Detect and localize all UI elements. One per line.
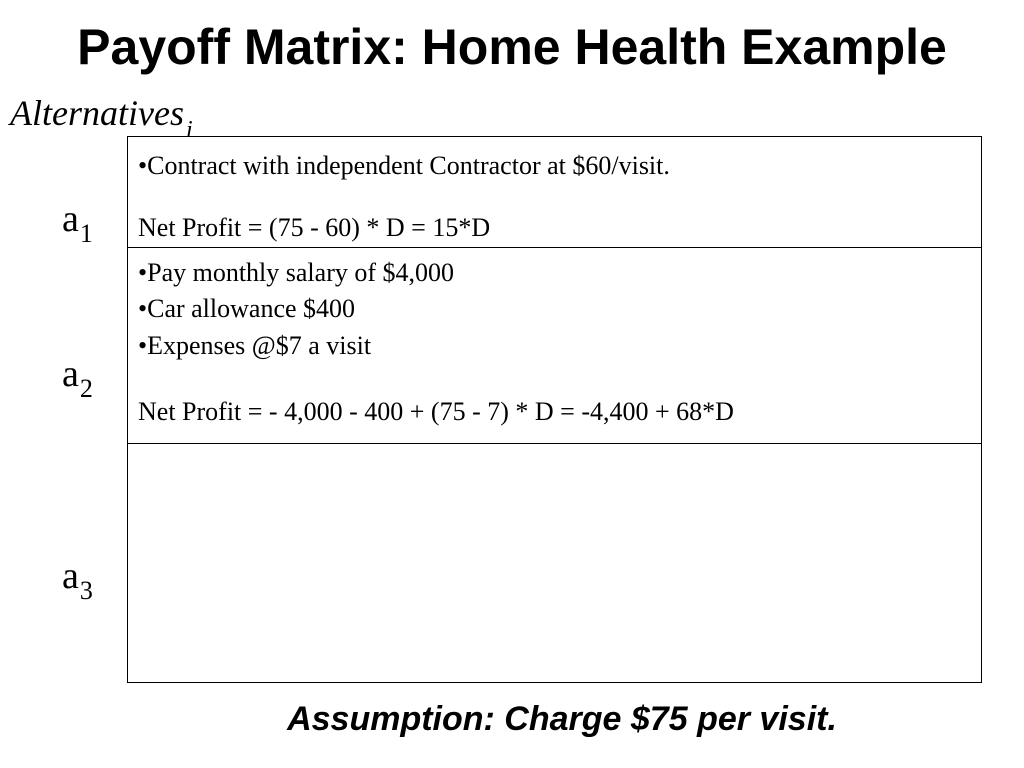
- row-label-letter: a: [62, 555, 79, 597]
- row-label-subscript: 2: [79, 374, 93, 403]
- alternatives-heading: [10, 93, 193, 143]
- alternatives-heading-subscript: i: [185, 117, 193, 143]
- bullet-item: •Expenses @$7 a visit: [138, 331, 372, 360]
- net-profit-formula: Net Profit = (75 - 60) * D = 15*D: [138, 213, 491, 242]
- row-label-letter: a: [62, 353, 79, 395]
- alternatives-heading-text: Alternatives: [10, 93, 184, 133]
- matrix-row-a1: [128, 137, 981, 248]
- slide-title: Payoff Matrix: Home Health Example: [77, 19, 947, 75]
- assumption-note: Assumption: Charge $75 per visit.: [287, 700, 837, 738]
- row-label-subscript: 3: [79, 576, 93, 605]
- row-label-a1: [62, 198, 93, 248]
- bullet-item: •Pay monthly salary of $4,000: [138, 258, 455, 287]
- row-label-a3: [62, 555, 93, 605]
- row-label-subscript: 1: [79, 219, 93, 248]
- bullet-item: •Contract with independent Contractor at $60/visit.: [138, 151, 670, 180]
- net-profit-formula: Net Profit = - 4,000 - 400 + (75 - 7) * D = -4,400 + 68*D: [138, 397, 734, 426]
- matrix-row-a3: [128, 444, 981, 682]
- matrix-row-a2: [128, 248, 981, 444]
- payoff-matrix: [127, 136, 982, 683]
- row-label-a2: [62, 353, 93, 403]
- row-label-letter: a: [62, 198, 79, 240]
- bullet-item: •Car allowance $400: [138, 294, 356, 323]
